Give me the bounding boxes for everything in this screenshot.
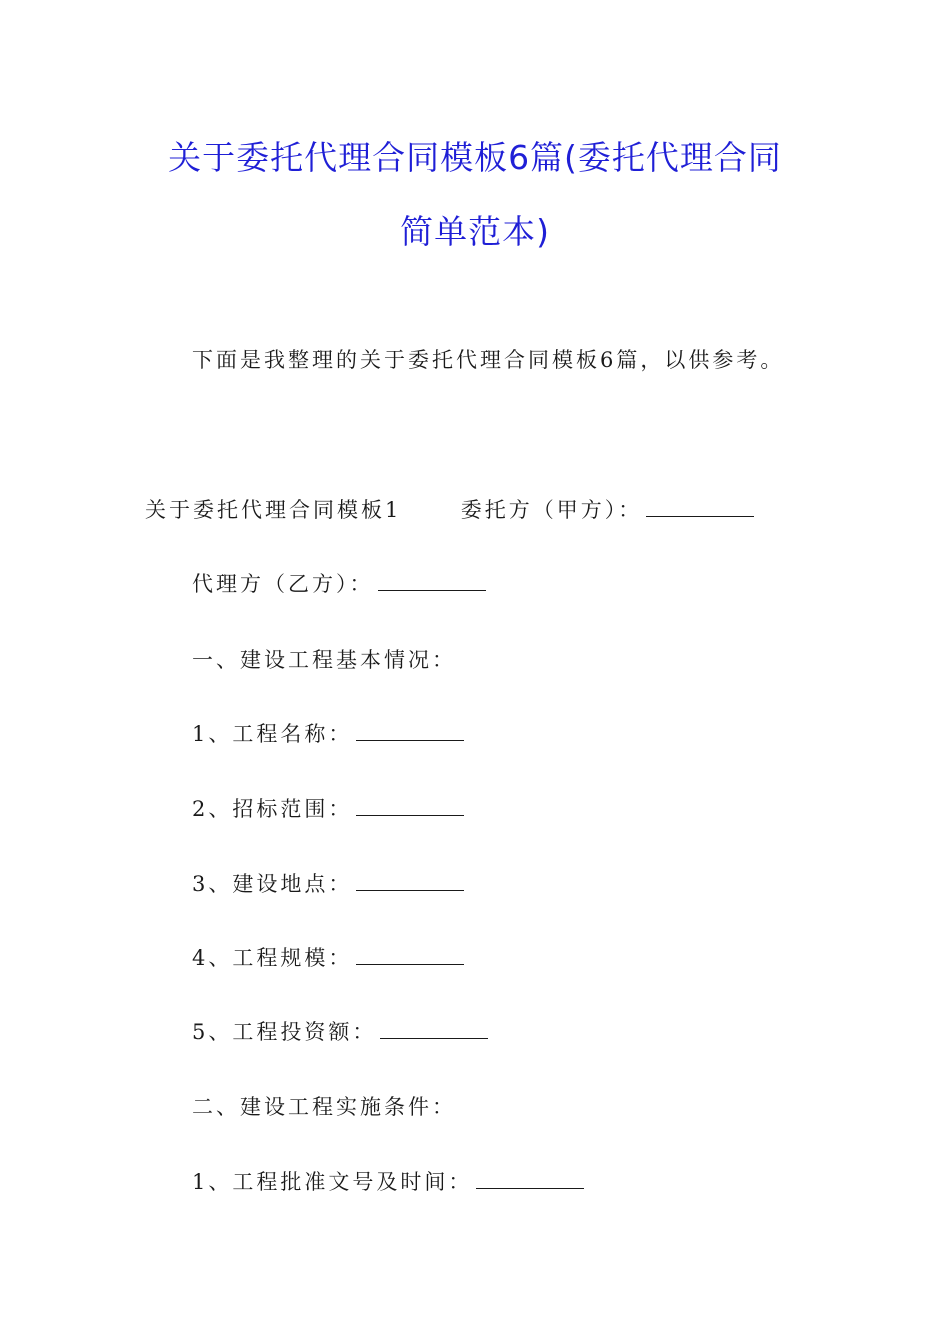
document-title-line-1: 关于委托代理合同模板6篇(委托代理合同 [168, 138, 782, 177]
item-scale [192, 944, 464, 972]
item-label: 1、工程名称： [192, 722, 353, 746]
item-label: 3、建设地点： [192, 872, 353, 896]
part2-heading: 二、建设工程实施条件： [192, 1095, 456, 1119]
item-label: 2、招标范围： [192, 797, 353, 821]
item-blank [356, 720, 464, 741]
agent-blank [378, 570, 486, 591]
item-location [192, 870, 464, 898]
client-label: 委托方（甲方）： [460, 498, 643, 522]
agent-line [192, 570, 486, 598]
item-blank [476, 1168, 584, 1189]
client-blank [646, 496, 754, 517]
item-blank [356, 944, 464, 965]
item-project-name [192, 720, 464, 748]
intro-paragraph: 下面是我整理的关于委托代理合同模板6篇，以供参考。 [192, 348, 785, 372]
document-title-line-2: 简单范本) [400, 212, 550, 251]
contract-first-line [145, 496, 754, 524]
item-blank [380, 1018, 488, 1039]
item-approval-number [192, 1168, 584, 1196]
agent-label: 代理方（乙方）： [192, 572, 374, 596]
item-blank [356, 870, 464, 891]
item-label: 1、工程批准文号及时间： [192, 1170, 473, 1194]
template-heading: 关于委托代理合同模板1 [145, 498, 402, 522]
item-blank [356, 795, 464, 816]
part1-heading: 一、建设工程基本情况： [192, 648, 456, 672]
item-bid-scope [192, 795, 464, 823]
item-label: 4、工程规模： [192, 946, 353, 970]
item-investment [192, 1018, 488, 1046]
item-label: 5、工程投资额： [192, 1020, 377, 1044]
